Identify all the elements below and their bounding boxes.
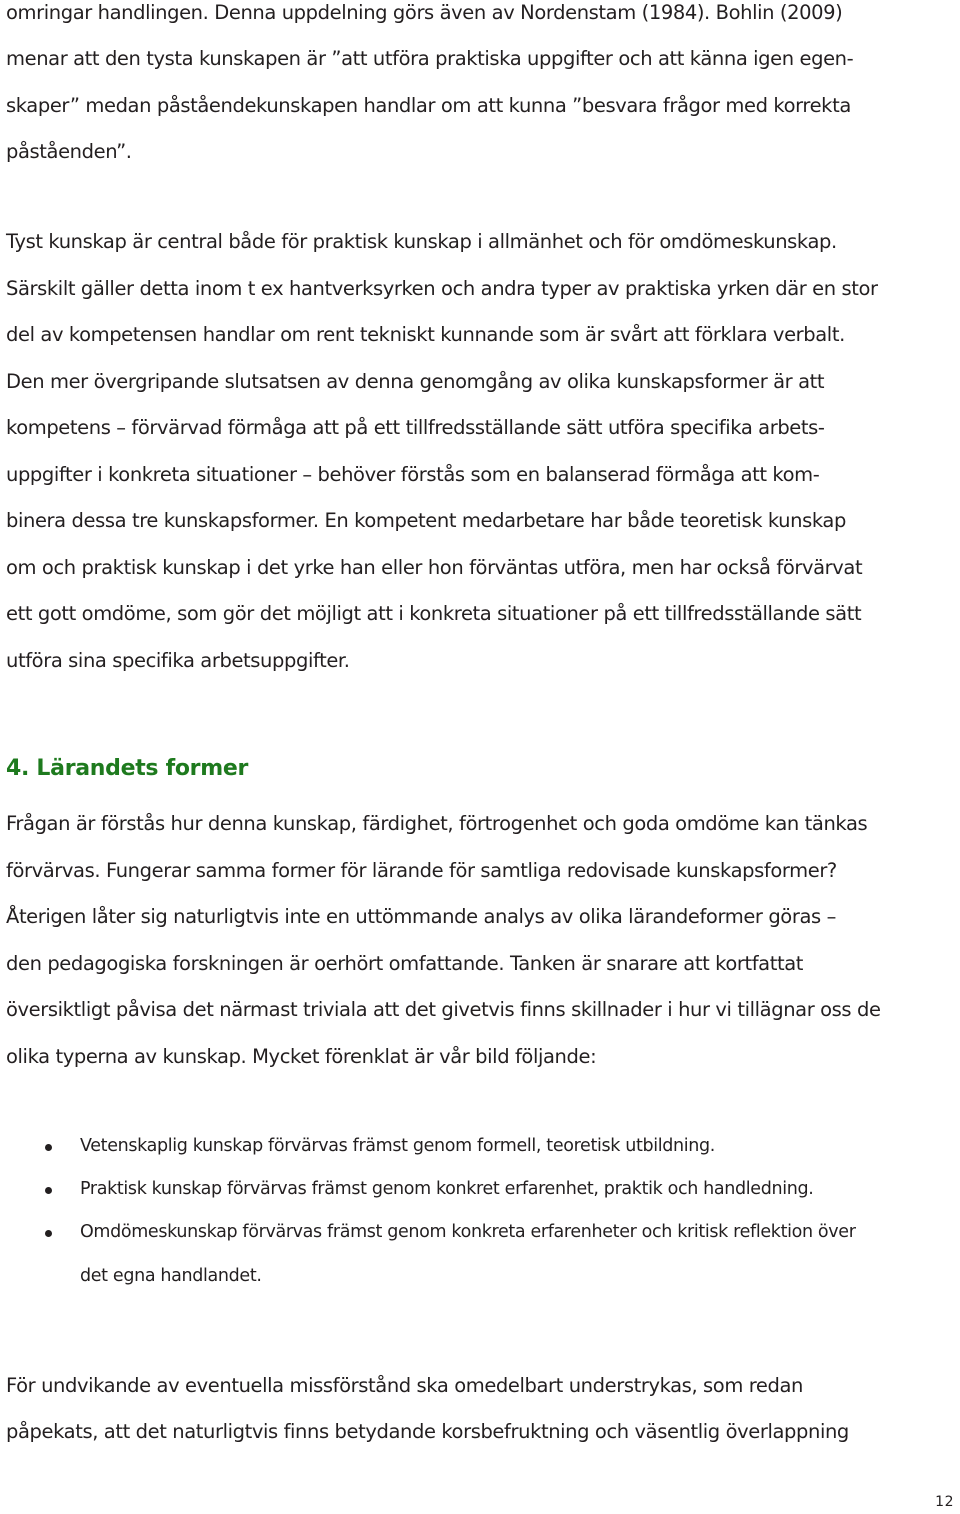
list-item bbox=[0, 1125, 960, 1168]
text-line: kompetens – förvärvad förmåga att på ett tillfredsställande sätt utföra specifika arbets- bbox=[6, 416, 825, 439]
text-line: påpekats, att det naturligtvis finns betydande korsbefruktning och väsentlig överlappning bbox=[6, 1419, 849, 1443]
text-line: översiktligt påvisa det närmast triviala att det givetvis finns skillnader i hur vi tillägnar oss de bbox=[6, 998, 881, 1021]
learning-forms-paragraph bbox=[6, 801, 956, 1080]
text-line: Frågan är förstås hur denna kunskap, färdighet, förtrogenhet och goda omdöme kan tänkas bbox=[6, 812, 868, 835]
text-line: omringar handlingen. Denna uppdelning görs även av Nordenstam (1984). Bohlin (2009) bbox=[6, 1, 843, 24]
tacit-knowledge-paragraph bbox=[6, 219, 956, 684]
list-item bbox=[0, 1211, 960, 1297]
text-line: ett gott omdöme, som gör det möjligt att i konkreta situationer på ett tillfredsställande sätt bbox=[6, 602, 862, 625]
bullet-list bbox=[0, 1125, 960, 1298]
closing-paragraph bbox=[6, 1363, 956, 1454]
text-line: Särskilt gäller detta inom t ex hantverksyrken och andra typer av praktiska yrken där en stor bbox=[6, 276, 878, 300]
text-line: binera dessa tre kunskapsformer. En kompetent medarbetare har både teoretisk kunskap bbox=[6, 509, 846, 532]
text-line: påståenden”. bbox=[6, 139, 132, 163]
text-line: olika typerna av kunskap. Mycket förenklat är vår bild följande: bbox=[6, 1044, 597, 1068]
text-line: om och praktisk kunskap i det yrke han eller hon förväntas utföra, men har också förvärvat bbox=[6, 555, 863, 579]
text-line: skaper” medan påståendekunskapen handlar om att kunna ”besvara frågor med korrekta bbox=[6, 93, 851, 117]
text-line: utföra sina specifika arbetsuppgifter. bbox=[6, 648, 350, 672]
text-line: För undvikande av eventuella missförstånd ska omedelbart understrykas, som redan bbox=[6, 1374, 803, 1397]
bullet-icon bbox=[45, 1187, 52, 1194]
page-number: 12 bbox=[935, 1494, 954, 1510]
text-line: menar att den tysta kunskapen är ”att utföra praktiska uppgifter och att känna igen egen- bbox=[6, 47, 854, 71]
intro-paragraph bbox=[6, 0, 956, 175]
text-line: Återigen låter sig naturligtvis inte en uttömmande analys av olika lärandeformer göras – bbox=[6, 905, 836, 928]
list-item-text: Vetenskaplig kunskap förvärvas främst genom formell, teoretisk utbildning. bbox=[80, 1136, 716, 1156]
text-line: Den mer övergripande slutsatsen av denna genomgång av olika kunskapsformer är att bbox=[6, 369, 825, 393]
list-item bbox=[0, 1168, 960, 1211]
list-item-text: Omdömeskunskap förvärvas främst genom konkreta erfarenheter och kritisk reflektion över bbox=[80, 1222, 856, 1243]
bullet-icon bbox=[45, 1144, 52, 1151]
text-line: uppgifter i konkreta situationer – behöver förstås som en balanserad förmåga att kom- bbox=[6, 462, 820, 486]
bullet-icon bbox=[45, 1230, 52, 1237]
text-line: den pedagogiska forskningen är oerhört omfattande. Tanken är snarare att kortfattat bbox=[6, 951, 804, 975]
text-line: förvärvas. Fungerar samma former för lärande för samtliga redovisade kunskapsformer? bbox=[6, 858, 837, 882]
section-heading: 4. Lärandets former bbox=[6, 756, 249, 781]
text-line: del av kompetensen handlar om rent tekniskt kunnande som är svårt att förklara verbalt. bbox=[6, 323, 845, 346]
list-item-text: Praktisk kunskap förvärvas främst genom konkret erfarenhet, praktik och handledning. bbox=[80, 1179, 814, 1200]
text-line: Tyst kunskap är central både för praktisk kunskap i allmänhet och för omdömeskunskap. bbox=[6, 230, 837, 253]
list-item-text: det egna handlandet. bbox=[80, 1265, 262, 1286]
